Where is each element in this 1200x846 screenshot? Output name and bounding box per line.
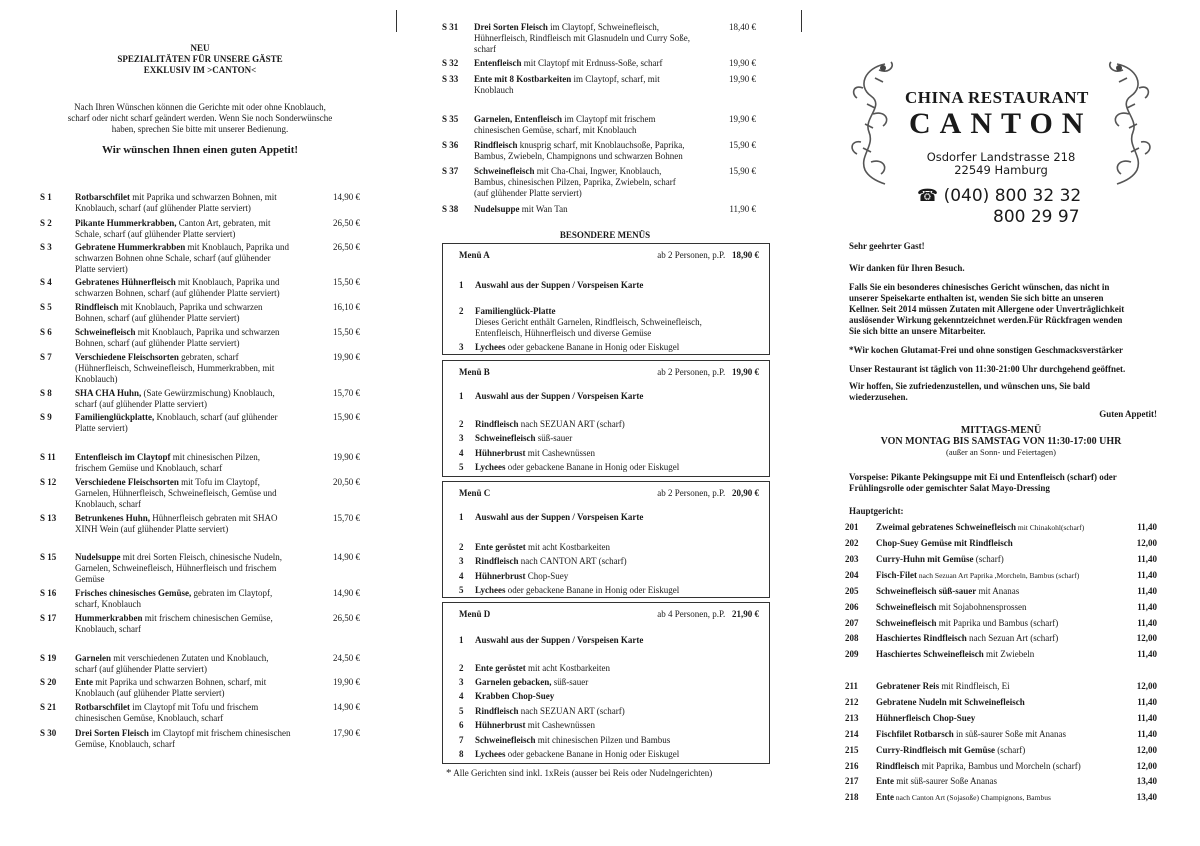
dish-name: Rotbarschfilet <box>75 702 130 712</box>
dish-description: Garnelen, Entenfleisch im Claytopf mit frischem chinesischen Gemüse, scharf, mit Knoblauch <box>474 114 656 135</box>
lunch-price: 12,00 <box>1136 538 1157 548</box>
dish-description: Entenfleisch im Claytopf mit chinesischen Pilzen, frischem Gemüse und Knoblauch, scharf <box>75 452 260 473</box>
main-course-label: Hauptgericht: <box>849 506 904 516</box>
dish-name: Garnelen, Entenfleisch <box>474 114 562 124</box>
menu-price: ab 4 Personen, p.P. 21,90 € <box>657 609 759 619</box>
lunch-price: 12,00 <box>1136 745 1157 755</box>
lunch-price: 11,40 <box>1137 649 1157 659</box>
lunch-description: Schweinefleisch mit Paprika und Bambus (scharf) <box>876 618 1059 628</box>
dish-number: S 9 <box>40 412 52 422</box>
lunch-number: 211 <box>845 681 859 691</box>
lunch-price: 11,40 <box>1137 713 1157 723</box>
lunch-price: 11,40 <box>1137 618 1157 628</box>
dish-number: S 13 <box>40 513 57 523</box>
specials-intro: Nach Ihren Wünschen können die Gerichte mit oder ohne Knoblauch, scharf oder nicht scharf geändert werden. Wenn Sie noch Sonderwünsche haben, sprechen Sie bitte mit unserer Bedienung. <box>67 102 333 134</box>
restaurant-title: CHINA RESTAURANT <box>905 88 1089 107</box>
lunch-description: Curry-Rindfleisch mit Gemüse (scharf) <box>876 745 1026 755</box>
lunch-price: 11,40 <box>1137 554 1157 564</box>
dish-number: S 8 <box>40 388 52 398</box>
lunch-description: Fisch-Filet nach Sezuan Art Paprika ,Morcheln, Bambus (scharf) <box>876 570 1080 580</box>
dish-description: Rotbarschfilet im Claytopf mit Tofu und frischem chinesischen Gemüse, Knoblauch, scharf <box>75 702 259 723</box>
lunch-description: Zweimal gebratenes Schweinefleisch mit Chinakohl(scharf) <box>876 522 1085 532</box>
menu-box: Menü C ab 2 Personen, p.P. 20,90 € 1 Auswahl aus der Suppen / Vorspeisen Karte 2 Ente geröstet mit acht Kostbarkeiten 3 Rindfleisch nach CANTON ART (scharf) 4 Hühnerbrust Chop-Suey 5 Lychees oder gebackene Banane in Honig oder Eiskugel <box>442 481 770 598</box>
menu-price: ab 2 Personen, p.P. 19,90 € <box>657 367 759 377</box>
dish-name: Ente <box>75 677 93 687</box>
dish-description: Rindfleisch knusprig scharf, mit Knoblauchsoße, Paprika, Bambus, Zwiebeln, Champignons und schwarzen Bohnen <box>474 140 685 161</box>
lunch-number: 205 <box>845 586 859 596</box>
dish-name: SHA CHA Huhn, <box>75 388 142 398</box>
lunch-price: 11,40 <box>1137 570 1157 580</box>
dish-description: Entenfleisch mit Claytopf mit Erdnuss-Soße, scharf <box>474 58 663 68</box>
dish-description: Nudelsuppe mit Wan Tan <box>474 204 568 214</box>
menu-title: Menü A <box>459 250 490 260</box>
dish-description: Nudelsuppe mit drei Sorten Fleisch, chinesische Nudeln, Garnelen, Schweinefleisch, Hühnerfleisch und frischem Gemüse <box>75 552 282 584</box>
lunch-price: 12,00 <box>1136 761 1157 771</box>
dish-name: Betrunkenes Huhn, <box>75 513 151 523</box>
phone-primary: ☎ (040) 800 32 32 <box>917 186 1082 206</box>
dish-description: Betrunkenes Huhn, Hühnerfleisch gebraten mit SHAO XINH Wein (auf glühender Platte serviert) <box>75 513 278 534</box>
dish-name: Frisches chinesisches Gemüse, <box>75 588 192 598</box>
dish-description: Hummerkrabben mit frischem chinesischen Gemüse, Knoblauch, scharf <box>75 613 273 634</box>
dish-name: Verschiedene Fleischsorten <box>75 352 179 362</box>
dish-description: Frisches chinesisches Gemüse, gebraten im Claytopf, scharf, Knoblauch <box>75 588 273 609</box>
dish-number: S 4 <box>40 277 52 287</box>
dish-description: Verschiedene Fleischsorten gebraten, scharf (Hühnerfleisch, Schweinefleisch, Hummerkrabben, mit Knoblauch) <box>75 352 275 384</box>
dish-number: S 7 <box>40 352 52 362</box>
dish-number: S 35 <box>442 114 459 124</box>
lunch-price: 12,00 <box>1136 633 1157 643</box>
dish-description: Gebratene Hummerkrabben mit Knoblauch, Paprika und schwarzen Bohnen ohne Schale, scharf (auf glühender Platte serviert) <box>75 242 289 274</box>
lunch-price: 11,40 <box>1137 586 1157 596</box>
dish-description: Drei Sorten Fleisch im Claytopf mit frischem chinesischen Gemüse, Knoblauch, scharf <box>75 728 291 749</box>
footnote: * Alle Gerichten sind inkl. 1xReis (ausser bei Reis oder Nudelngerichten) <box>446 767 713 779</box>
dish-name: Drei Sorten Fleisch <box>75 728 149 738</box>
lunch-price: 12,00 <box>1136 681 1157 691</box>
lunch-price: 11,40 <box>1137 697 1157 707</box>
dish-price: 15,70 € <box>333 388 360 398</box>
dish-price: 15,70 € <box>333 513 360 523</box>
dish-description: Ente mit 8 Kostbarkeiten im Claytopf, scharf, mit Knoblauch <box>474 74 660 95</box>
dish-price: 19,90 € <box>729 58 756 68</box>
lunch-number: 201 <box>845 522 859 532</box>
dish-price: 24,50 € <box>333 653 360 663</box>
dish-number: S 11 <box>40 452 56 462</box>
dish-name: Rindfleisch <box>75 302 119 312</box>
dish-name: Verschiedene Fleischsorten <box>75 477 179 487</box>
dish-price: 19,90 € <box>729 74 756 84</box>
dish-price: 26,50 € <box>333 242 360 252</box>
dish-price: 11,90 € <box>729 204 756 214</box>
lunch-description: Haschiertes Rindfleisch nach Sezuan Art (scharf) <box>876 633 1059 643</box>
menu-title: Menü B <box>459 367 490 377</box>
lunch-description: Gebratener Reis mit Rindfleisch, Ei <box>876 681 1010 691</box>
dish-price: 19,90 € <box>333 677 360 687</box>
dish-number: S 2 <box>40 218 52 228</box>
lunch-number: 212 <box>845 697 859 707</box>
dish-description: Rindfleisch mit Knoblauch, Paprika und schwarzen Bohnen, scharf (auf glühender Platte serviert) <box>75 302 263 323</box>
dish-name: Rindfleisch <box>474 140 518 150</box>
dish-name: Garnelen <box>75 653 111 663</box>
dish-number: S 31 <box>442 22 459 32</box>
menu-title: Menü D <box>459 609 491 619</box>
dish-number: S 37 <box>442 166 459 176</box>
specials-header: NEU SPEZIALITÄTEN FÜR UNSERE GÄSTE EXKLUSIV IM >CANTON< <box>117 43 283 75</box>
dish-number: S 1 <box>40 192 52 202</box>
menu-price: ab 2 Personen, p.P. 18,90 € <box>657 250 759 260</box>
dish-number: S 30 <box>40 728 57 738</box>
dish-price: 15,50 € <box>333 327 360 337</box>
lunch-number: 202 <box>845 538 859 548</box>
lunch-description: Gebratene Nudeln mit Schweinefleisch <box>876 697 1025 707</box>
lunch-number: 215 <box>845 745 859 755</box>
dish-name: Gebratene Hummerkrabben <box>75 242 186 252</box>
dish-number: S 20 <box>40 677 57 687</box>
dish-price: 15,90 € <box>729 140 756 150</box>
dish-number: S 33 <box>442 74 459 84</box>
lunch-number: 214 <box>845 729 859 739</box>
dish-name: Entenfleisch <box>474 58 522 68</box>
dish-description: Verschiedene Fleischsorten mit Tofu im Claytopf, Garnelen, Hühnerfleisch, Schweinefleisch, Gemüse und Knoblauch, scharf <box>75 477 277 509</box>
dish-description: Ente mit Paprika und schwarzen Bohnen, scharf, mit Knoblauch (auf glühender Platte serviert) <box>75 677 267 698</box>
dish-description: Rotbarschfilet mit Paprika und schwarzen Bohnen, mit Knoblauch, scharf (auf glühender Platte serviert) <box>75 192 277 213</box>
dish-number: S 12 <box>40 477 57 487</box>
dish-price: 19,90 € <box>333 352 360 362</box>
dish-number: S 36 <box>442 140 459 150</box>
dish-name: Schweinefleisch <box>474 166 535 176</box>
dragon-right-icon <box>1097 58 1157 188</box>
dish-description: Drei Sorten Fleisch im Claytopf, Schweinefleisch, Hühnerfleisch, Rindfleisch mit Glasnudeln und Curry Soße, scharf <box>474 22 690 54</box>
lunch-number: 216 <box>845 761 859 771</box>
special-menus-title: BESONDERE MENÜS <box>559 230 651 240</box>
menu-column-left <box>40 0 360 846</box>
dish-description: Gebratenes Hühnerfleisch mit Knoblauch, Paprika und schwarzen Bohnen, scharf (auf glühender Platte serviert) <box>75 277 280 298</box>
dish-price: 26,50 € <box>333 613 360 623</box>
dish-price: 18,40 € <box>729 22 756 32</box>
dish-name: Ente mit 8 Kostbarkeiten <box>474 74 572 84</box>
lunch-price: 11,40 <box>1137 729 1157 739</box>
lunch-price: 13,40 <box>1136 776 1157 786</box>
fold-mark-right <box>801 10 802 32</box>
dish-number: S 3 <box>40 242 52 252</box>
dish-name: Drei Sorten Fleisch <box>474 22 548 32</box>
lunch-number: 207 <box>845 618 859 628</box>
dish-number: S 17 <box>40 613 57 623</box>
dish-name: Rotbarschfilet <box>75 192 130 202</box>
lunch-description: Ente mit süß-saurer Soße Ananas <box>876 776 997 786</box>
dish-price: 15,90 € <box>729 166 756 176</box>
lunch-description: Chop-Suey Gemüse mit Rindfleisch <box>876 538 1013 548</box>
menu-box: Menü D ab 4 Personen, p.P. 21,90 € 1 Auswahl aus der Suppen / Vorspeisen Karte 2 Ente geröstet mit acht Kostbarkeiten 3 Garnelen gebacken, süß-sauer 4 Krabben Chop-Suey 5 Rindfleisch nach SEZUAN ART (scharf) 6 Hühnerbrust mit Cashewnüssen 7 Schweinefleisch mit chinesischen Pilzen und Bambus 8 Lychees oder gebackene Banane in Honig oder Eiskugel <box>442 602 770 764</box>
lunch-description: Schweinefleisch mit Sojabohnensprossen <box>876 602 1027 612</box>
menu-box: Menü A ab 2 Personen, p.P. 18,90 € 1 Auswahl aus der Suppen / Vorspeisen Karte 2 Familienglück-Platte Dieses Gericht enthält Garnelen, Rindfleisch, Schweinefleisch, Entenfleisch, Hühnerfleisch und diverse Gemüse 3 Lychees oder gebackene Banane in Honig oder Eiskugel <box>442 243 770 355</box>
dish-price: 26,50 € <box>333 218 360 228</box>
lunch-number: 217 <box>845 776 859 786</box>
dish-name: Hummerkrabben <box>75 613 143 623</box>
phone-icon: ☎ <box>917 186 939 206</box>
dish-price: 16,10 € <box>333 302 360 312</box>
dish-number: S 15 <box>40 552 57 562</box>
dish-price: 17,90 € <box>333 728 360 738</box>
dish-description: Schweinefleisch mit Knoblauch, Paprika und schwarzen Bohnen, scharf (auf glühender Platte serviert) <box>75 327 280 348</box>
dish-description: Familienglückplatte, Knoblauch, scharf (auf glühender Platte serviert) <box>75 412 278 433</box>
dish-name: Schweinefleisch <box>75 327 136 337</box>
dish-price: 19,90 € <box>333 452 360 462</box>
lunch-description: Curry-Huhn mit Gemüse (scharf) <box>876 554 1004 564</box>
dish-price: 14,90 € <box>333 192 360 202</box>
restaurant-name: CANTON <box>909 107 1093 140</box>
dish-price: 19,90 € <box>729 114 756 124</box>
dish-number: S 32 <box>442 58 459 68</box>
lunch-description: Haschiertes Schweinefleisch mit Zwiebeln <box>876 649 1035 659</box>
lunch-number: 208 <box>845 633 859 643</box>
dish-name: Nudelsuppe <box>75 552 121 562</box>
lunch-number: 213 <box>845 713 859 723</box>
lunch-description: Ente nach Canton Art (Sojasoße) Champignons, Bambus <box>876 792 1051 802</box>
dish-number: S 16 <box>40 588 57 598</box>
dish-price: 15,90 € <box>333 412 360 422</box>
menu-column-right <box>845 0 1157 846</box>
dish-description: Garnelen mit verschiedenen Zutaten und Knoblauch, scharf (auf glühender Platte serviert) <box>75 653 269 674</box>
lunch-price: 11,40 <box>1137 602 1157 612</box>
dish-name: Familienglückplatte, <box>75 412 155 422</box>
fold-mark-left <box>396 10 397 32</box>
menu-title: Menü C <box>459 488 491 498</box>
dish-price: 14,90 € <box>333 588 360 598</box>
dish-price: 14,90 € <box>333 552 360 562</box>
menu-price: ab 2 Personen, p.P. 20,90 € <box>657 488 759 498</box>
dragon-left-icon <box>845 58 905 188</box>
lunch-number: 204 <box>845 570 859 580</box>
guest-letter: Sehr geehrter Gast! Wir danken für Ihren Besuch. Falls Sie ein besonderes chinesisches Gericht wünschen, das nicht in unserer Speisekarte enthalten ist, wenden Sie sich bitte an unseren Kellner. Seit 2014 müssen Zutaten mit Allergene oder Unverträglichkeit auslösender Wirkung gekenntzeichnet werden.Für Rückfragen wenden Sie sich bitte an unsere Mitarbeiter. *Wir kochen Glutamat-Frei und ohne sonstigen Geschmacksverstärker Unser Restaurant ist täglich von 11:30-21:00 Uhr durchgehend geöffnet. Wir hoffen, Sie zufriedenzustellen, und wünschen uns, Sie bald wiederzusehen. Guten Appetit! <box>849 241 1157 419</box>
dish-number: S 5 <box>40 302 52 312</box>
menu-column-middle <box>442 0 772 846</box>
lunch-price: 13,40 <box>1136 792 1157 802</box>
address-street: Osdorfer Landstrasse 218 <box>926 150 1076 164</box>
dish-name: Pikante Hummerkrabben, <box>75 218 177 228</box>
dish-number: S 38 <box>442 204 459 214</box>
dish-number: S 19 <box>40 653 57 663</box>
dish-price: 14,90 € <box>333 702 360 712</box>
phone-secondary: 800 29 97 <box>993 207 1080 227</box>
lunch-description: Hühnerfleisch Chop-Suey <box>876 713 976 723</box>
lunch-description: Rindfleisch mit Paprika, Bambus und Morcheln (scharf) <box>876 761 1081 771</box>
lunch-number: 209 <box>845 649 859 659</box>
appetit-text: Wir wünschen Ihnen einen guten Appetit! <box>101 144 299 156</box>
lunch-menu-header: MITTAGS-MENÜ VON MONTAG BIS SAMSTAG VON 11:30-17:00 UHR (außer an Sonn- und Feiertagen) <box>880 425 1122 457</box>
lunch-description: Fischfilet Rotbarsch in süß-saurer Soße mit Ananas <box>876 729 1066 739</box>
dish-price: 15,50 € <box>333 277 360 287</box>
dish-number: S 21 <box>40 702 57 712</box>
lunch-number: 218 <box>845 792 859 802</box>
menu-box: Menü B ab 2 Personen, p.P. 19,90 € 1 Auswahl aus der Suppen / Vorspeisen Karte 2 Rindfleisch nach SEZUAN ART (scharf) 3 Schweinefleisch süß-sauer 4 Hühnerbrust mit Cashewnüssen 5 Lychees oder gebackene Banane in Honig oder Eiskugel <box>442 360 770 477</box>
dish-name: Nudelsuppe <box>474 204 520 214</box>
dish-number: S 6 <box>40 327 52 337</box>
lunch-number: 203 <box>845 554 859 564</box>
dish-name: Gebratenes Hühnerfleisch <box>75 277 176 287</box>
dish-name: Entenfleisch im Claytopf <box>75 452 171 462</box>
dish-description: SHA CHA Huhn, (Sate Gewürzmischung) Knoblauch, scharf (auf glühender Platte serviert) <box>75 388 275 409</box>
lunch-number: 206 <box>845 602 859 612</box>
dish-price: 20,50 € <box>333 477 360 487</box>
dish-description: Schweinefleisch mit Cha-Chai, Ingwer, Knoblauch, Bambus, chinesischen Pilzen, Paprika, Zwiebeln, scharf (auf glühender Platte serviert) <box>474 166 676 198</box>
lunch-starter: Vorspeise: Pikante Pekingsuppe mit Ei und Entenfleisch (scharf) oder Frühlingsrolle oder gemischter Salat Mayo-Dressing <box>849 472 1117 493</box>
lunch-description: Schweinefleisch süß-sauer mit Ananas <box>876 586 1020 596</box>
address-city: 22549 Hamburg <box>954 163 1048 177</box>
lunch-price: 11,40 <box>1137 522 1157 532</box>
dish-description: Pikante Hummerkrabben, Canton Art, gebraten, mit Schale, scharf (auf glühender Platte serviert) <box>75 218 271 239</box>
